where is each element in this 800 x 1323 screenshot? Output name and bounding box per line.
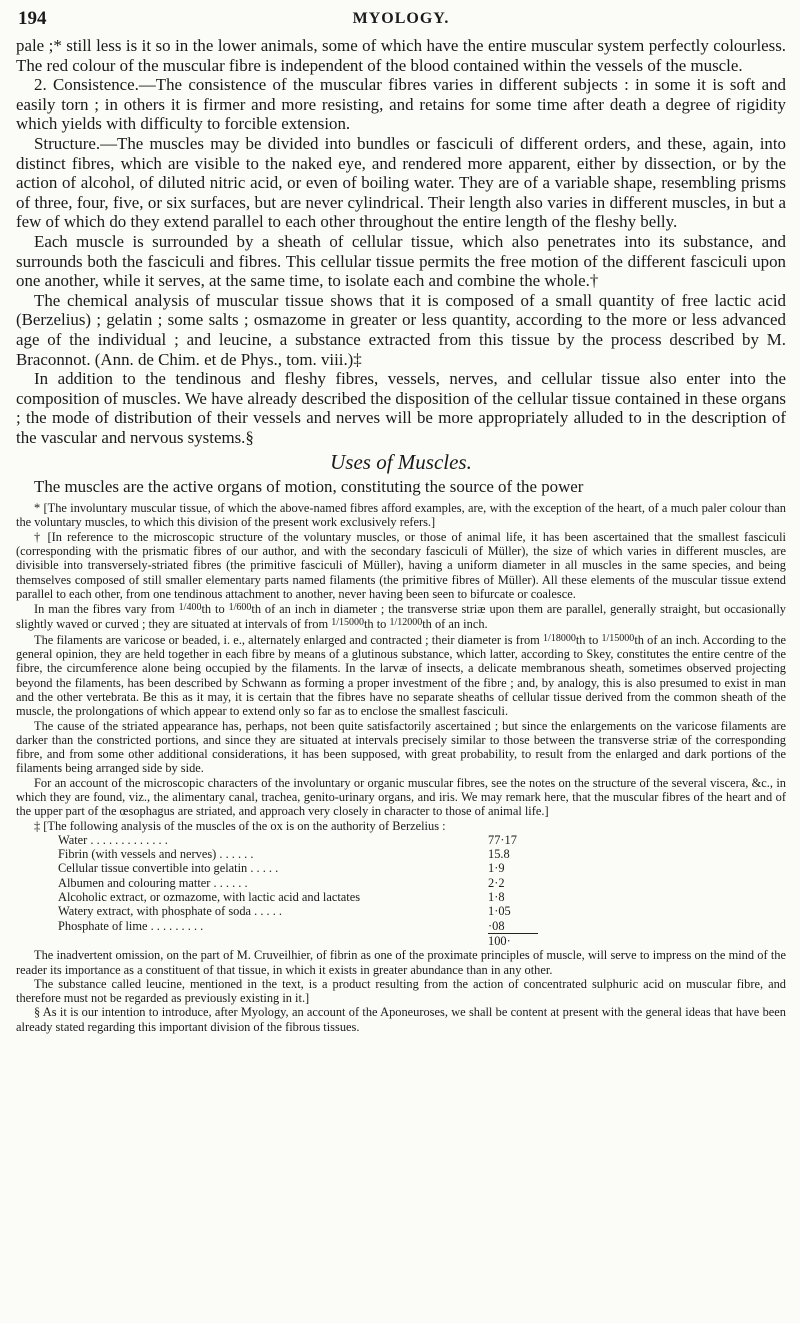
footnote-text: th to	[201, 602, 225, 617]
fraction: 1/15000	[601, 632, 635, 644]
footnote: § As it is our intention to introduce, after Myology, an account of the Aponeuroses, we shall be content at present with the general ideas that have been already stated regarding this important division of the fibrous tissues.	[16, 1005, 786, 1034]
section-heading: Uses of Muscles.	[330, 450, 472, 475]
paragraph-consistence: 2. Consistence.—The consistence of the muscular fibres varies in different subjects : in some it is soft and easily torn ; in others it is firmer and more resisting, and retains for some time after death a degree of rigidity which yields with difficulty to forcible extension.	[16, 75, 786, 134]
table-row	[58, 876, 538, 890]
table-cell: 1·9	[488, 861, 505, 876]
footnote: The cause of the striated appearance has, perhaps, not been quite satisfactorily ascertained ; but since the enlargements on the varicose filaments are darker than the constricted portions, and since they are situated at intervals precisely similar to those between the transverse striæ of the corresponding fibre, and from some other additional considerations, it has been supposed, with great probability, to result from the enlarged and dark portions of the filaments being arranged side by side.	[16, 718, 786, 776]
table-cell: Fibrin (with vessels and nerves) . . . . . .	[58, 847, 254, 862]
paragraph-uses: The muscles are the active organs of motion, constituting the source of the power	[34, 477, 584, 497]
table-cell: 1·05	[488, 904, 511, 919]
page-header	[16, 6, 786, 36]
table-cell: 15.8	[488, 847, 510, 862]
main-text	[16, 36, 786, 497]
table-cell: Cellular tissue convertible into gelatin . . . . .	[58, 861, 279, 876]
footnote-text: th of an inch. According to the general opinion, they are held together in each fibre by means of a glutinous substance, which latter, according to Skey, constitutes the entire centre of the fibre, the circumference alone being occupied by the filaments. In the larvæ of insects, a delicate membranous sheath, sometimes observed projecting beyond the filaments, has been described by Schwann as forming a proper investment of the fibre ; and, by analogy, this is also presumed to exist in man and the other vertebrata. Be this as it may, it is certain that the fibres have no separate sheaths of cellular tissue derived from the common sheath of the muscle, the prolongations of which appear to extend only so far as to enclose the smallest fasciculi.	[16, 632, 787, 719]
footnote: For an account of the microscopic characters of the involuntary or organic muscular fibres, see the notes on the structure of the several viscera, &c., in which they are found, viz., the alimentary canal, trachea, genito-urinary organs, and iris. We may remark here, that the muscular fibres of the heart and of the upper part of the œsophagus are striated, and approach very closely in character to those of animal life.]	[16, 775, 786, 819]
footnote-text: th of an inch in diameter ; the transverse striæ upon them are parallel, generally straight, but occasionally slightly waved or curved ; they are situated at intervals of from	[16, 602, 787, 632]
table-row	[58, 904, 538, 918]
table-row	[58, 919, 538, 934]
footnotes	[16, 501, 786, 1034]
fraction: 1/15000	[331, 617, 364, 629]
page-number: 194	[18, 8, 47, 29]
footnote: ‡ [The following analysis of the muscles of the ox is on the authority of Berzelius :	[34, 818, 446, 833]
footnote-text: th to	[575, 632, 599, 647]
paragraph-sheath: Each muscle is surrounded by a sheath of cellular tissue, which also penetrates into its substance, and surrounds both the fasciculi and fibres. This cellular tissue permits the free motion of the different fasciculi upon one another, while it serves, at the same time, to isolate each and combine the whole.†	[16, 231, 786, 291]
footnote-fibre-size	[16, 601, 786, 632]
fraction: 1/600	[228, 602, 252, 614]
paragraph-composition: In addition to the tendinous and fleshy fibres, vessels, nerves, and cellular tissue also enter into the composition of muscles. We have already described the disposition of the cellular tissue contained in these organs ; the mode of distribution of their vessels and nerves will be more appropriately alluded to in the description of the vascular and nervous systems.§	[16, 369, 786, 447]
table-cell: Water . . . . . . . . . . . . .	[58, 832, 168, 847]
book-page	[16, 6, 786, 1034]
table-cell: 77·17	[488, 832, 517, 847]
footnote-text: The filaments are varicose or beaded, i. e., alternately enlarged and contracted ; their diameter is from	[34, 632, 540, 647]
table-row	[58, 890, 538, 904]
table-cell: ·08	[488, 918, 505, 933]
table-row	[58, 847, 538, 861]
fraction: 1/12000	[389, 617, 423, 629]
table-cell: Albumen and colouring matter . . . . . .	[58, 875, 248, 890]
footnote: † [In reference to the microscopic structure of the voluntary muscles, or those of animal life, it has been ascertained that the smallest fasciculi (corresponding with the prismatic fibres of our author, and with the secondary fasciculi of Müller), the size of which varies in different muscles, are divisible into transversely-striated fibres (the primitive fasciculi of Müller), having a uniform diameter in all muscles in the same species, and being themselves composed of still smaller elementary parts named filaments (the primitive fibres of Müller). All these elements of the muscular tissue extend parallel to each other, from one tendinous attachment to another, never having been seen to bifurcate or coalesce.	[16, 529, 786, 601]
analysis-table	[58, 833, 538, 948]
table-cell: 1·8	[488, 890, 505, 905]
paragraph-structure: Structure.—The muscles may be divided into bundles or fasciculi of different orders, and these, again, into distinct fibres, which are visible to the naked eye, and rendered more apparent, either by dissection, or by the action of alcohol, of diluted nitric acid, or even of boiling water. They are of a variable shape, resembling prisms of three, four, five, or six surfaces, but are never cylindrical. Their length also varies in different muscles, in but a few of which do they extend parallel to each other throughout the entire length of the fleshy belly.	[16, 133, 786, 232]
footnote: * [The involuntary muscular tissue, of which the above-named fibres afford examples, are, with the exception of the heart, of a much paler colour than the voluntary muscles, to which this division of the present work exclusively refers.]	[16, 501, 786, 530]
paragraph: pale ;* still less is it so in the lower animals, some of which have the entire muscular system perfectly colourless. The red colour of the muscular fibre is independent of the blood contained within the vessels of the muscle.	[16, 36, 786, 75]
footnote-filaments	[16, 632, 786, 719]
footnote-text: th to	[363, 617, 387, 632]
table-cell: 2·2	[488, 875, 505, 890]
table-cell: Phosphate of lime . . . . . . . . .	[58, 918, 204, 933]
footnote-text: th of an inch.	[422, 617, 488, 632]
table-row	[58, 833, 538, 847]
fraction: 1/18000	[543, 632, 576, 644]
table-cell	[58, 933, 488, 948]
table-total: 100·	[488, 933, 538, 948]
table-cell: Alcoholic extract, or ozmazome, with lactic acid and lactates	[58, 890, 361, 905]
footnote: The inadvertent omission, on the part of M. Cruveilhier, of fibrin as one of the proximate principles of muscle, will serve to impress on the mind of the reader its importance as a constituent of that tissue, in which it exists in greater abundance than in any other.	[16, 948, 786, 977]
paragraph-chemical-analysis: The chemical analysis of muscular tissue shows that it is composed of a small quantity of free lactic acid (Berzelius) ; gelatin ; some salts ; osmazome in greater or less quantity, according to the more or less advanced age of the individual ; and leucine, a substance extracted from this tissue by the process described by M. Braconnot. (Ann. de Chim. et de Phys., tom. viii.)‡	[16, 290, 786, 369]
fraction: 1/400	[178, 602, 202, 614]
running-title: MYOLOGY.	[352, 10, 450, 27]
table-row	[58, 861, 538, 875]
footnote-text: In man the fibres vary from	[34, 602, 175, 617]
table-total-row	[58, 933, 538, 948]
footnote: The substance called leucine, mentioned in the text, is a product resulting from the action of concentrated sulphuric acid on muscular fibre, and therefore must not be regarded as previously existing in it.]	[16, 976, 786, 1006]
table-cell: Watery extract, with phosphate of soda . . . . .	[58, 904, 283, 919]
